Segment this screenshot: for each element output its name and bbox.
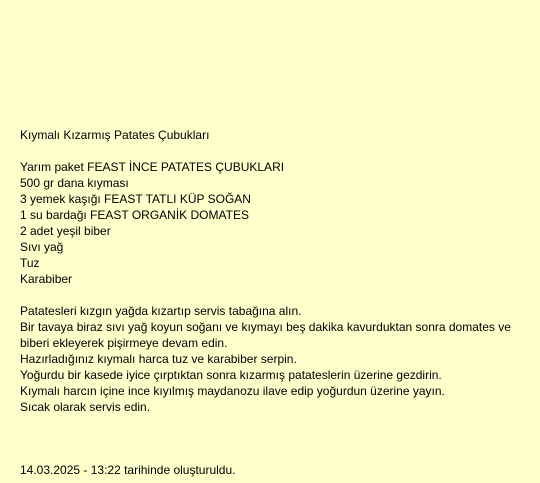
spacer: [20, 287, 532, 303]
recipe-document: [20, 127, 532, 415]
ingredient-item: 2 adet yeşil biber: [20, 224, 111, 238]
step-item: Patatesleri kızgın yağda kızartıp servis tabağına alın.: [20, 304, 302, 318]
ingredient-item: 1 su bardağı FEAST ORGANİK DOMATES: [20, 208, 249, 222]
steps-list: [20, 303, 532, 415]
ingredient-item: Sıvı yağ: [20, 240, 64, 254]
spacer: [20, 143, 532, 159]
step-item: Bir tavaya biraz sıvı yağ koyun soğanı ve kıymayı beş dakika kavurduktan sonra domates ve biberi ekleyerek pişirmeye devam edin.: [20, 320, 511, 350]
ingredient-item: Karabiber: [20, 272, 73, 286]
ingredient-item: 500 gr dana kıyması: [20, 176, 129, 190]
ingredient-item: Tuz: [20, 256, 40, 270]
step-item: Sıcak olarak servis edin.: [20, 400, 151, 414]
step-item: Kıymalı harcın içine ince kıyılmış maydanozu ilave edip yoğurdun üzerine yayın.: [20, 384, 445, 398]
recipe-title: Kıymalı Kızarmış Patates Çubukları: [20, 128, 210, 142]
step-item: Yoğurdu bir kasede iyice çırptıktan sonra kızarmış patateslerin üzerine gezdirin.: [20, 368, 442, 382]
step-item: Hazırladığınız kıymalı harca tuz ve karabiber serpin.: [20, 352, 297, 366]
ingredient-item: Yarım paket FEAST İNCE PATATES ÇUBUKLARI: [20, 160, 285, 174]
created-timestamp: 14.03.2025 - 13:22 tarihinde oluşturuldu.: [20, 463, 236, 477]
ingredient-item: 3 yemek kaşığı FEAST TATLI KÜP SOĞAN: [20, 192, 251, 206]
ingredients-list: [20, 159, 532, 287]
